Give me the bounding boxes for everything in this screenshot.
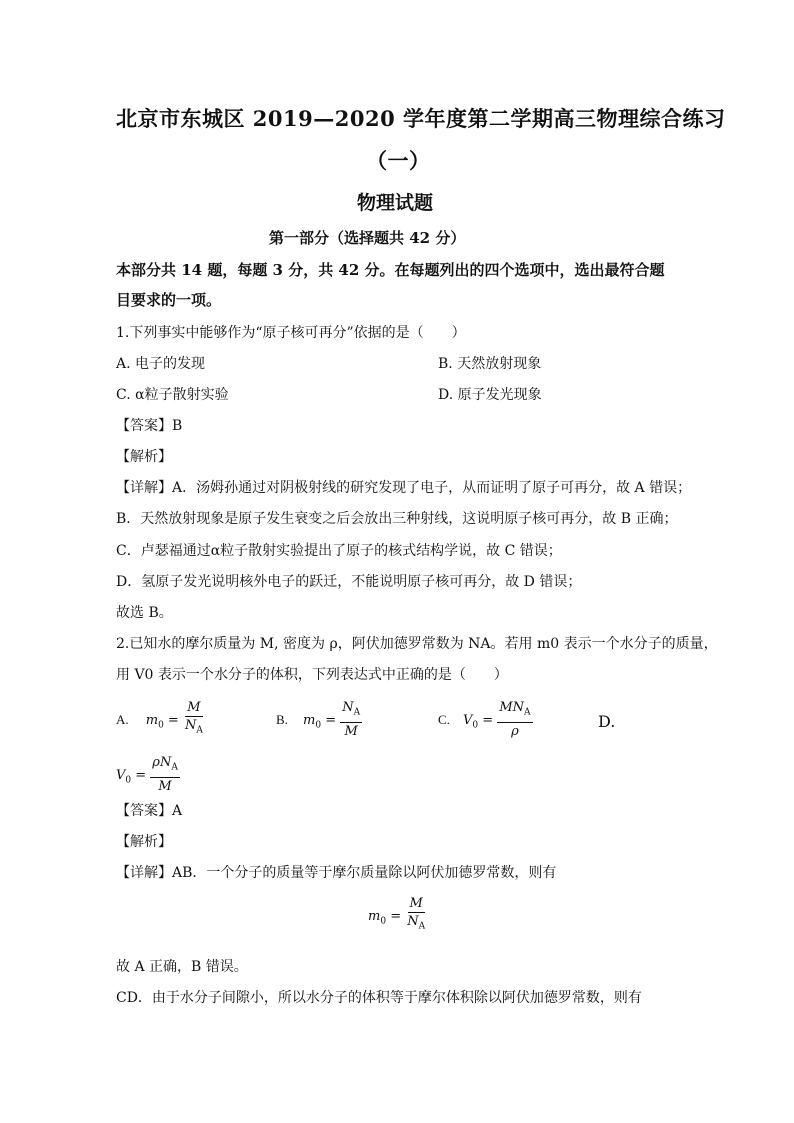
q2-option-b: B. $m_0$ = $\frac{N_A}{M}$ xyxy=(276,700,361,739)
q2-option-c-label: C. xyxy=(438,711,450,727)
q1-detail-b: B．天然放射现象是原子发生衰变之后会放出三种射线，这说明原子核可再分，故 B 正确； xyxy=(116,511,678,527)
q2-option-a-fraction: $\frac{M}{N_A}$ xyxy=(184,700,203,736)
q2-option-b-fraction: $\frac{N_A}{M}$ xyxy=(342,700,361,739)
q2-detail-ab: 【详解】AB．一个分子的质量等于摩尔质量除以阿伏加德罗常数，则有 xyxy=(116,865,557,881)
q2-equation-mass: $m_0$ = $\frac{M}{N_A}$ xyxy=(368,896,426,932)
q2-stem-line1: 2.已知水的摩尔质量为 M, 密度为 ρ，阿伏加德罗常数为 NA。若用 m0 表示一个水分子的质量， xyxy=(116,636,718,652)
q2-option-d-label: D. xyxy=(598,712,616,731)
q1-detail-a: 【详解】A．汤姆孙通过对阴极射线的研究发现了电子，从而证明了原子可再分，故 A 错误； xyxy=(116,480,692,496)
q1-detail-d: D．氢原子发光说明核外电子的跃迁，不能说明原子核可再分，故 D 错误； xyxy=(116,574,582,590)
q2-option-a-label: A. xyxy=(116,711,129,727)
q2-answer: 【答案】A xyxy=(116,803,183,819)
q2-stem-line2: 用 V0 表示一个水分子的体积，下列表达式中正确的是（ ） xyxy=(116,667,508,683)
q1-option-a: A. 电子的发现 xyxy=(116,356,206,372)
q2-option-c: C. $V_0$ = $\frac{MN_A}{\rho}$ xyxy=(438,700,531,739)
q1-option-b: B. 天然放射现象 xyxy=(438,356,542,372)
q1-detail-c: C．卢瑟福通过α粒子散射实验提出了原子的核式结构学说，故 C 错误； xyxy=(116,543,562,559)
q2-detail-cd: CD．由于水分子间隙小，所以水分子的体积等于摩尔体积除以阿伏加德罗常数，则有 xyxy=(116,990,642,1006)
q1-answer: 【答案】B xyxy=(116,418,183,434)
q2-option-c-fraction: $\frac{MN_A}{\rho}$ xyxy=(499,700,531,739)
document-title-line2: （一） xyxy=(366,148,431,173)
q1-stem: 1.下列事实中能够作为“原子核可再分”依据的是（ ） xyxy=(116,325,466,341)
instructions-line1: 本部分共 14 题，每题 3 分，共 42 分。在每题列出的四个选项中，选出最符合题 xyxy=(116,261,665,279)
q2-option-d: $V_0$ = $\frac{\rho N_A}{M}$ xyxy=(116,755,178,794)
document-title-line1: 北京市东城区 2019—2020 学年度第二学期高三物理综合练习 xyxy=(116,106,726,131)
q2-option-b-label: B. xyxy=(276,711,288,727)
q1-option-c: C. α粒子散射实验 xyxy=(116,387,229,403)
q2-option-d-fraction: $\frac{\rho N_A}{M}$ xyxy=(152,755,178,794)
q2-option-a: A. $m_0$ = $\frac{M}{N_A}$ xyxy=(116,700,205,739)
q2-analysis-label: 【解析】 xyxy=(116,834,172,850)
section-heading: 第一部分（选择题共 42 分） xyxy=(269,229,466,247)
q2-conclusion-ab: 故 A 正确，B 错误。 xyxy=(116,959,248,975)
q1-analysis-label: 【解析】 xyxy=(116,449,172,465)
document-subtitle: 物理试题 xyxy=(357,192,434,214)
instructions-line2: 目要求的一项。 xyxy=(116,291,222,309)
q1-conclusion: 故选 B。 xyxy=(116,605,173,621)
q1-option-d: D. 原子发光现象 xyxy=(438,387,542,403)
